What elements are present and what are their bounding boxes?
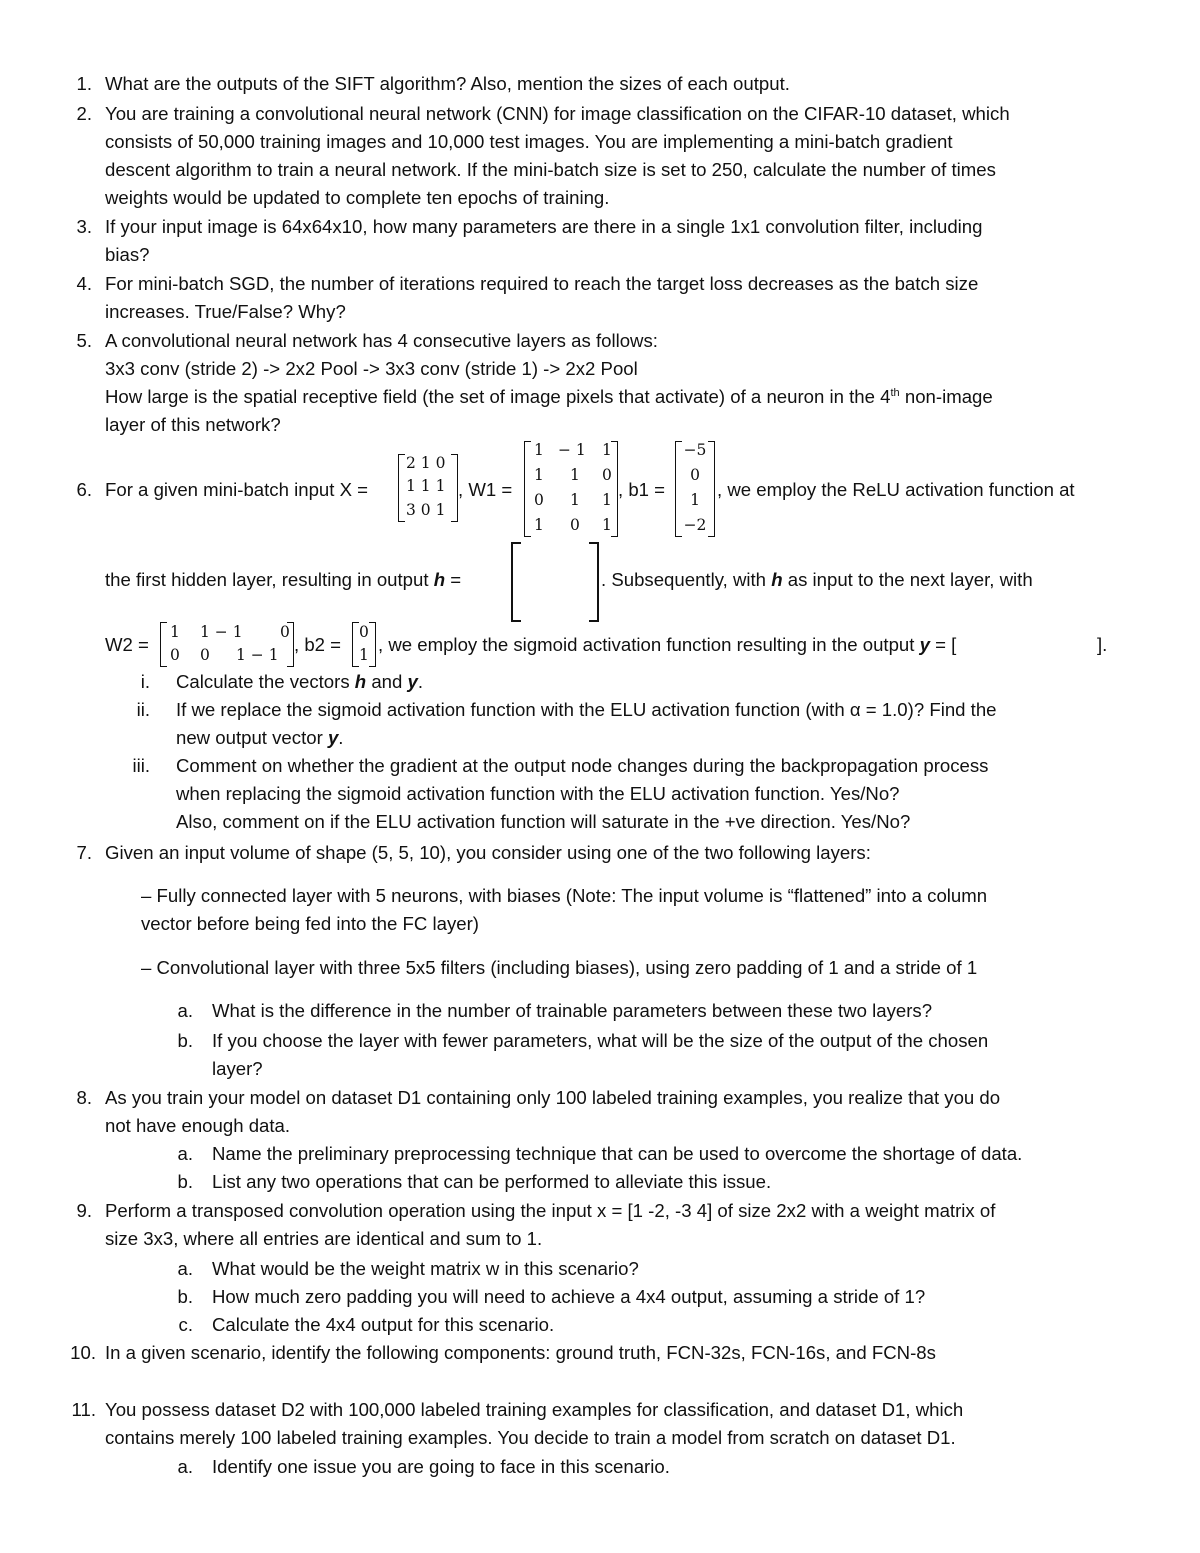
h-bracket-left bbox=[511, 542, 521, 622]
question-3-line: bias? bbox=[105, 244, 150, 265]
y-close-bracket: ]. bbox=[1097, 634, 1108, 655]
q6-iii-line: Comment on whether the gradient at the output node changes during the backpropagation process bbox=[176, 755, 989, 776]
matrix-cell: 0 bbox=[570, 516, 580, 534]
question-9-line: Perform a transposed convolution operation using the input x = [1 -2, -3 4] of size 2x2 with a weight matrix of bbox=[105, 1200, 996, 1221]
subitem-number: a. bbox=[177, 1000, 193, 1021]
matrix-cell: 0 bbox=[280, 623, 290, 641]
question-8-line: As you train your model on dataset D1 containing only 100 labeled training examples, you realize that you do bbox=[105, 1087, 1001, 1108]
q6-line-2 bbox=[105, 569, 461, 591]
q6-text: . Subsequently, with bbox=[601, 569, 767, 590]
q6-text: = bbox=[445, 569, 462, 590]
q7-option-1: – Fully connected layer with 5 neurons, with biases (Note: The input volume is “flattened” into a column bbox=[141, 885, 988, 906]
bracket-right bbox=[369, 622, 376, 667]
matrix-cell: 1 bbox=[570, 466, 580, 484]
question-10-text: In a given scenario, identify the following components: ground truth, FCN-32s, FCN-16s, and FCN-8s bbox=[105, 1342, 936, 1363]
subitem-number: ii. bbox=[136, 699, 150, 720]
symbol-y: y bbox=[407, 671, 418, 692]
subitem-number: i. bbox=[140, 671, 150, 692]
question-number: 3. bbox=[76, 216, 92, 237]
q6-after-b1: , we employ the ReLU activation function at bbox=[717, 479, 1075, 500]
matrix-cell: 1 − 1 bbox=[236, 646, 279, 664]
q6-text: and bbox=[366, 671, 408, 692]
question-number: 6. bbox=[76, 479, 92, 500]
q6-i-text bbox=[176, 671, 423, 693]
q5-text-b: non-image bbox=[899, 386, 993, 407]
bracket-right bbox=[451, 454, 458, 522]
question-11-line: contains merely 100 labeled training examples. You decide to train a model from scratch on dataset D1. bbox=[105, 1427, 956, 1448]
q9-a-text: What would be the weight matrix w in this scenario? bbox=[212, 1258, 639, 1279]
vector-b1 bbox=[675, 441, 715, 537]
bracket-left bbox=[398, 454, 405, 522]
bracket-right bbox=[287, 622, 294, 667]
question-2-line: consists of 50,000 training images and 10,000 test images. You are implementing a mini-batch gradient bbox=[105, 131, 953, 152]
subitem-number: a. bbox=[177, 1258, 193, 1279]
question-4-line: increases. True/False? Why? bbox=[105, 301, 346, 322]
matrix-cell: 0 bbox=[200, 646, 210, 664]
question-7-text: Given an input volume of shape (5, 5, 10), you consider using one of the two following layers: bbox=[105, 842, 871, 863]
q6-line-2-cont bbox=[601, 569, 1033, 591]
q8-b-text: List any two operations that can be performed to alleviate this issue. bbox=[212, 1171, 772, 1192]
question-9-line: size 3x3, where all entries are identical and sum to 1. bbox=[105, 1228, 543, 1249]
q6-text: = [ bbox=[929, 634, 957, 655]
vector-cell: 0 bbox=[690, 466, 700, 484]
q6-text: . bbox=[338, 727, 344, 748]
q7-b-line: If you choose the layer with fewer parameters, what will be the size of the output of the chosen bbox=[212, 1030, 989, 1051]
vector-cell: −2 bbox=[683, 516, 707, 534]
question-number: 4. bbox=[76, 273, 92, 294]
vector-b2 bbox=[352, 622, 376, 667]
matrix-cell: 0 bbox=[602, 466, 612, 484]
matrix-cell: 1 − 1 bbox=[200, 623, 243, 641]
question-5-line: A convolutional neural network has 4 consecutive layers as follows: bbox=[105, 330, 658, 351]
q9-b-text: How much zero padding you will need to achieve a 4x4 output, assuming a stride of 1? bbox=[212, 1286, 926, 1307]
question-number: 8. bbox=[76, 1087, 92, 1108]
matrix-w1 bbox=[524, 441, 618, 537]
q6-after-b2 bbox=[378, 634, 956, 656]
matrix-cell: 1 bbox=[534, 466, 544, 484]
matrix-cell: 1 bbox=[534, 516, 544, 534]
matrix-cell: 1 bbox=[602, 516, 612, 534]
question-number: 7. bbox=[76, 842, 92, 863]
question-1-text: What are the outputs of the SIFT algorithm? Also, mention the sizes of each output. bbox=[105, 73, 790, 94]
vector-cell: 1 bbox=[359, 646, 369, 664]
subitem-number: b. bbox=[177, 1030, 193, 1051]
question-4-line: For mini-batch SGD, the number of iterations required to reach the target loss decreases as the batch size bbox=[105, 273, 979, 294]
subitem-number: c. bbox=[178, 1314, 193, 1335]
question-number: 1. bbox=[76, 73, 92, 94]
subitem-number: b. bbox=[177, 1171, 193, 1192]
q6-text: , we employ the sigmoid activation function resulting in the output bbox=[378, 634, 915, 655]
q7-option-2: – Convolutional layer with three 5x5 filters (including biases), using zero padding of 1 and a stride of 1 bbox=[141, 957, 978, 978]
matrix-cell: 1 bbox=[534, 441, 544, 459]
q6-text: as input to the next layer, with bbox=[782, 569, 1033, 590]
question-number: 2. bbox=[76, 103, 92, 124]
symbol-y: y bbox=[327, 727, 339, 748]
matrix-cell: 1 bbox=[602, 441, 612, 459]
matrix-cell: 1 bbox=[170, 623, 180, 641]
question-2-line: weights would be updated to complete ten epochs of training. bbox=[105, 187, 610, 208]
q6-text: the first hidden layer, resulting in output bbox=[105, 569, 429, 590]
b2-label: , b2 = bbox=[294, 634, 342, 655]
q6-text: new output vector bbox=[176, 727, 328, 748]
bracket-right bbox=[708, 441, 715, 537]
subitem-number: b. bbox=[177, 1286, 193, 1307]
question-5-line: layer of this network? bbox=[105, 414, 281, 435]
matrix-cell: − 1 bbox=[558, 441, 586, 459]
matrix-row: 1 1 1 bbox=[406, 477, 446, 495]
symbol-y: y bbox=[919, 634, 930, 655]
subitem-number: iii. bbox=[132, 755, 150, 776]
w1-label: , W1 = bbox=[458, 479, 513, 500]
vector-cell: 0 bbox=[359, 623, 369, 641]
matrix-cell: 0 bbox=[170, 646, 180, 664]
vector-cell: 1 bbox=[690, 491, 700, 509]
question-3-line: If your input image is 64x64x10, how many parameters are there in a single 1x1 convolution filter, including bbox=[105, 216, 983, 237]
q6-ii-line: If we replace the sigmoid activation function with the ELU activation function (with α = 1.0)? Find the bbox=[176, 699, 997, 720]
q6-text: . bbox=[417, 671, 424, 692]
question-8-line: not have enough data. bbox=[105, 1115, 291, 1136]
q9-c-text: Calculate the 4x4 output for this scenario. bbox=[212, 1314, 555, 1335]
question-number: 5. bbox=[76, 330, 92, 351]
h-bracket-right bbox=[589, 542, 599, 622]
subitem-number: a. bbox=[177, 1143, 193, 1164]
b1-label: , b1 = bbox=[618, 479, 666, 500]
q7-a-text: What is the difference in the number of trainable parameters between these two layers? bbox=[212, 1000, 933, 1021]
q6-ii-line bbox=[176, 727, 343, 749]
question-number: 9. bbox=[76, 1200, 92, 1221]
q8-a-text: Name the preliminary preprocessing technique that can be used to overcome the shortage of data. bbox=[212, 1143, 1023, 1164]
q7-b-line: layer? bbox=[212, 1058, 263, 1079]
subitem-number: a. bbox=[177, 1456, 193, 1477]
q6-text: Calculate the vectors bbox=[176, 671, 355, 692]
matrix-cell: 1 bbox=[602, 491, 612, 509]
w2-label: W2 = bbox=[105, 634, 149, 655]
question-2-line: You are training a convolutional neural network (CNN) for image classification on the CIFAR-10 dataset, which bbox=[105, 103, 1010, 124]
bracket-left bbox=[524, 441, 531, 537]
question-5-line bbox=[105, 386, 993, 408]
matrix-x bbox=[398, 454, 458, 522]
q11-a-text: Identify one issue you are going to face in this scenario. bbox=[212, 1456, 670, 1477]
matrix-row: 3 0 1 bbox=[406, 501, 446, 519]
question-number: 11. bbox=[71, 1399, 96, 1420]
question-2-line: descent algorithm to train a neural network. If the mini-batch size is set to 250, calculate the number of times bbox=[105, 159, 996, 180]
symbol-h: h bbox=[771, 569, 783, 590]
bracket-left bbox=[352, 622, 359, 667]
symbol-h: h bbox=[433, 569, 446, 590]
vector-cell: −5 bbox=[683, 441, 707, 459]
question-number: 10. bbox=[70, 1342, 96, 1363]
q6-iii-line: Also, comment on if the ELU activation function will saturate in the +ve direction. Yes/No? bbox=[176, 811, 911, 832]
matrix-cell: 1 bbox=[570, 491, 580, 509]
symbol-h: h bbox=[354, 671, 367, 692]
q5-text-a: How large is the spatial receptive field (the set of image pixels that activate) of a neuron in the 4 bbox=[105, 386, 891, 407]
question-5-layers: 3x3 conv (stride 2) -> 2x2 Pool -> 3x3 conv (stride 1) -> 2x2 Pool bbox=[105, 358, 638, 379]
bracket-left bbox=[160, 622, 167, 667]
question-11-line: You possess dataset D2 with 100,000 labeled training examples for classification, and dataset D1, which bbox=[105, 1399, 964, 1420]
matrix-row: 2 1 0 bbox=[406, 454, 446, 472]
q6-intro: For a given mini-batch input X = bbox=[105, 479, 369, 500]
matrix-cell: 0 bbox=[534, 491, 544, 509]
matrix-w2 bbox=[160, 622, 294, 667]
q6-iii-line: when replacing the sigmoid activation function with the ELU activation function. Yes/No? bbox=[176, 783, 900, 804]
q7-option-1: vector before being fed into the FC layer) bbox=[141, 913, 479, 934]
q5-superscript: th bbox=[890, 386, 900, 399]
bracket-right bbox=[611, 441, 618, 537]
